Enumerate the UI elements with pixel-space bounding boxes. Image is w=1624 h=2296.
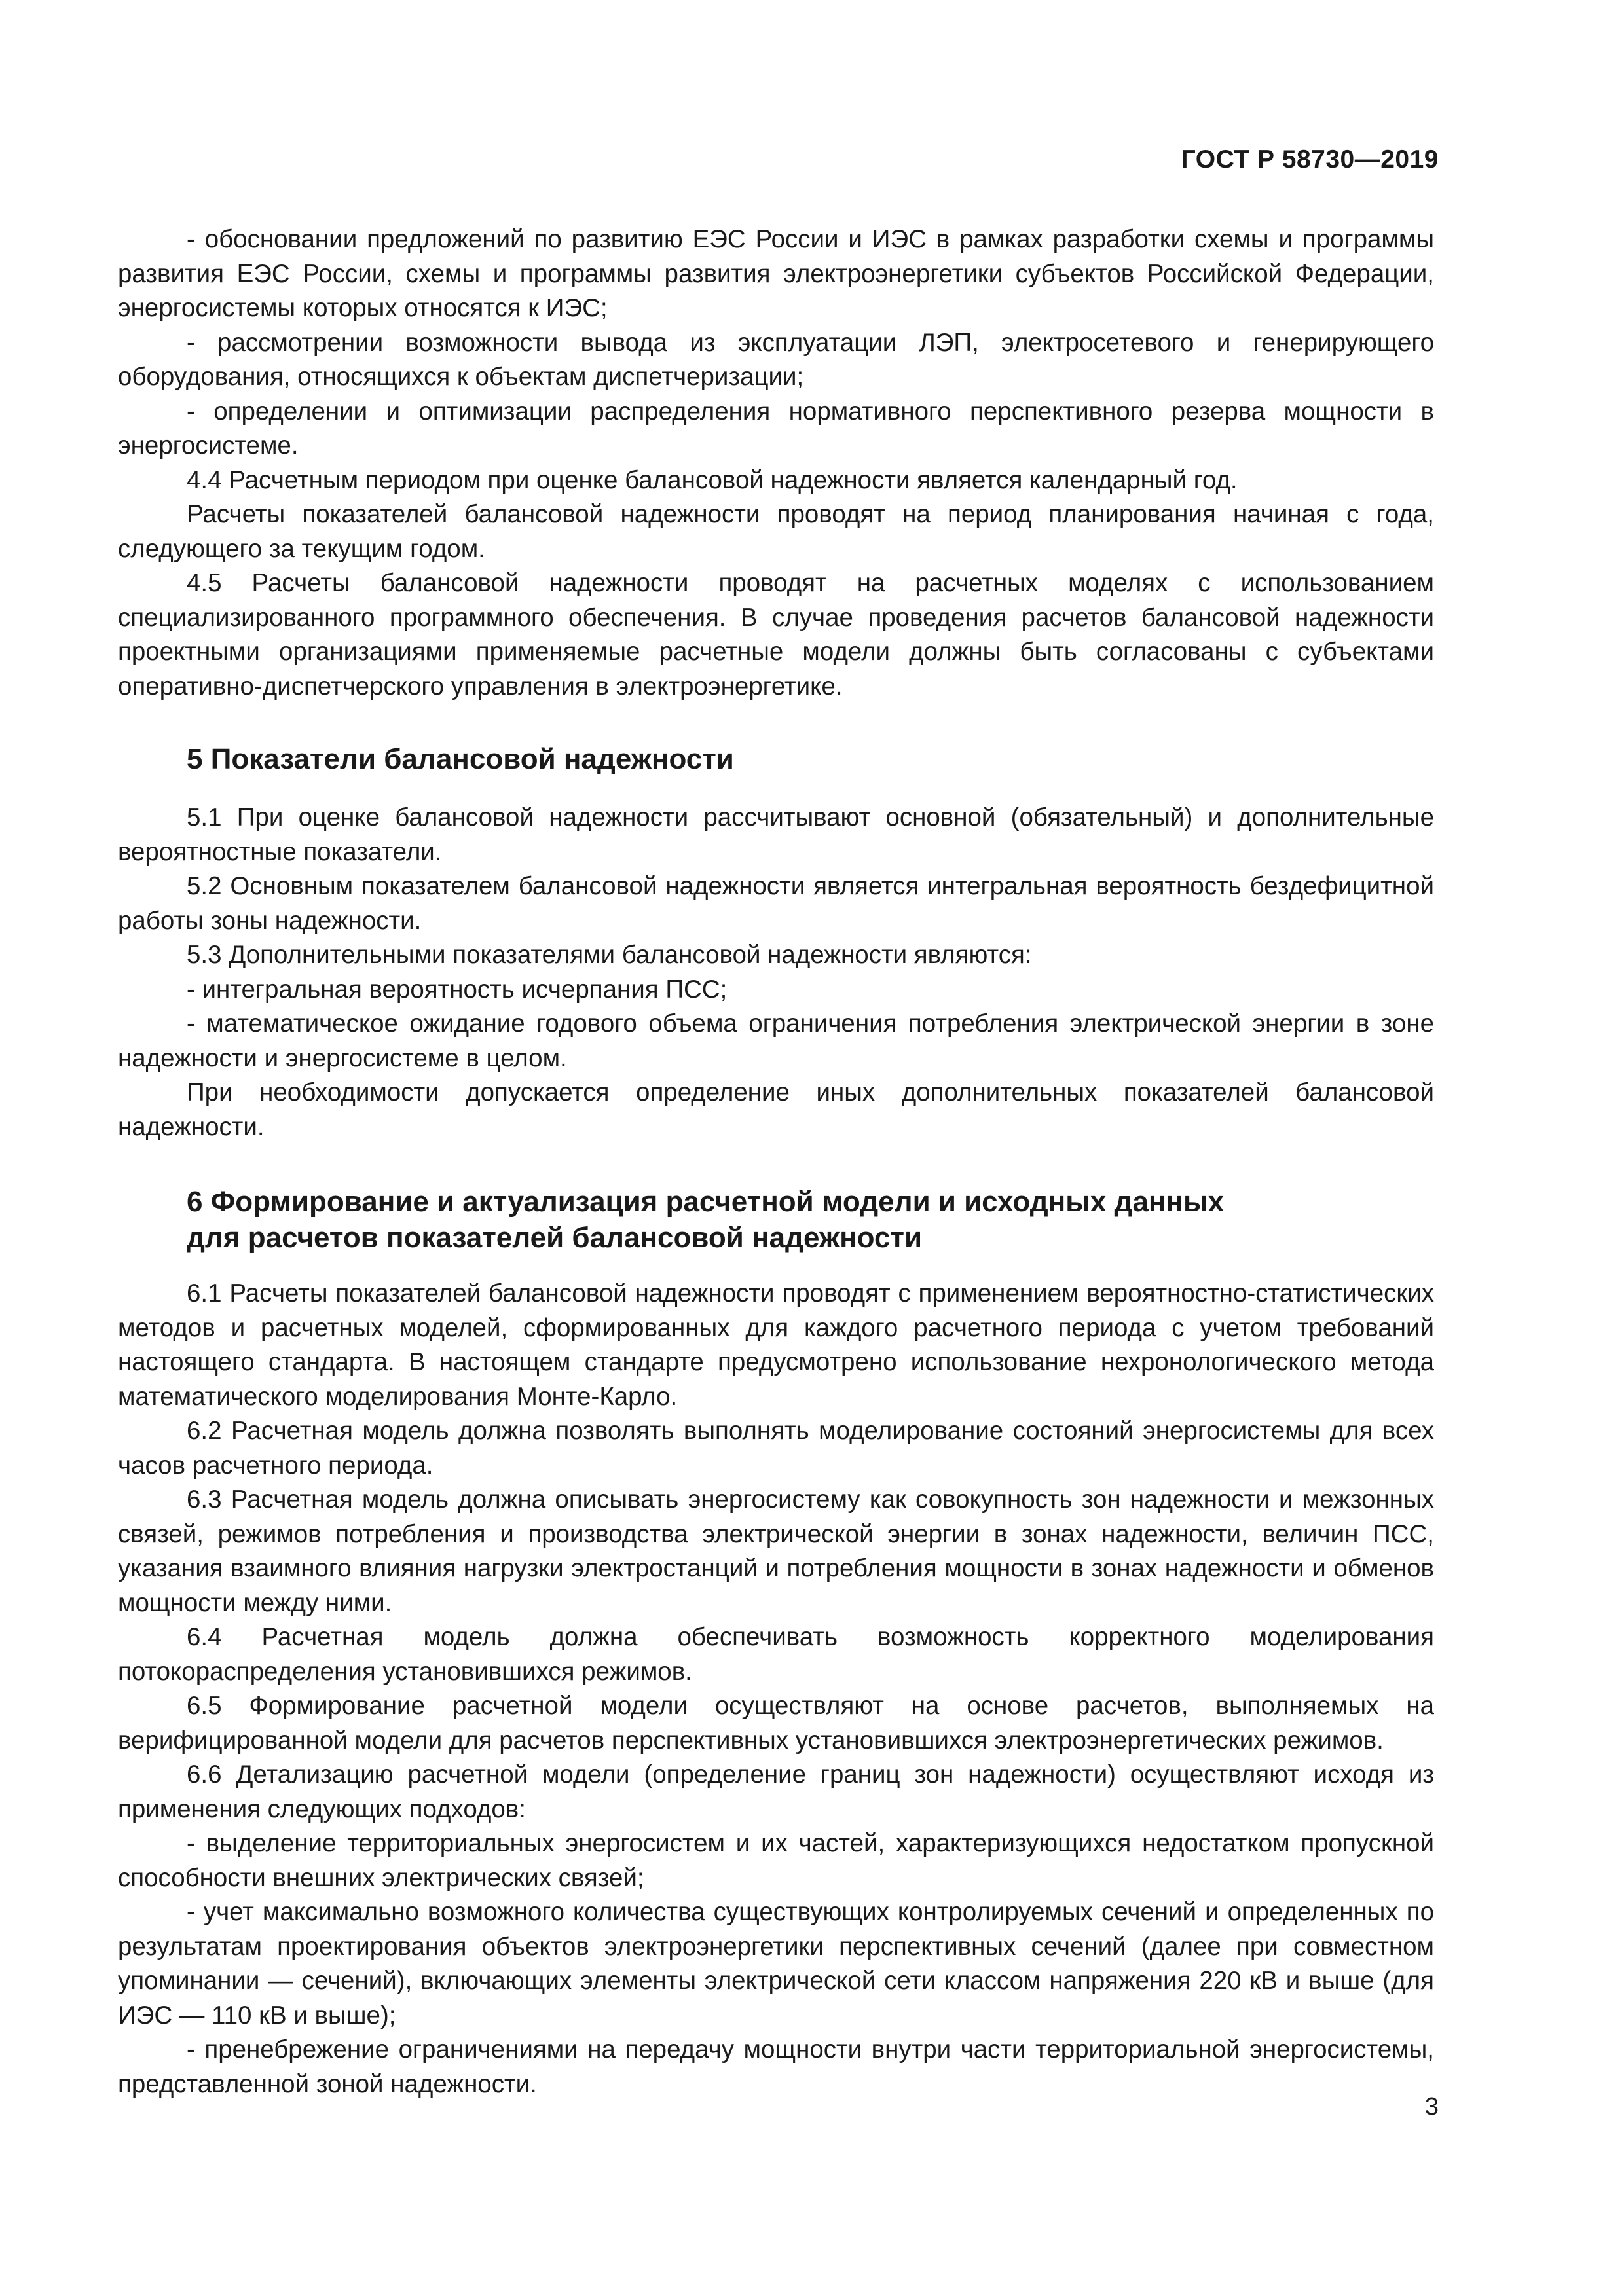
paragraph: - выделение территориальных энергосистем и их частей, характеризующихся недостатком пропускной способности внешних электрических связей; [118,1829,1434,1892]
paragraph: 6.4 Расчетная модель должна обеспечивать возможность корректного моделирования потокораспределения установившихся режимов. [118,1623,1434,1686]
paragraph: - пренебрежение ограничениями на передачу мощности внутри части территориальной энергосистемы, представленной зоной надежности. [118,2035,1434,2098]
paragraph: 6.2 Расчетная модель должна позволять выполнять моделирование состояний энергосистемы для всех часов расчетного периода. [118,1417,1434,1480]
page-number: 3 [1424,2093,1439,2121]
paragraph: - интегральная вероятность исчерпания ПСС; [187,975,728,1004]
paragraph: 4.4 Расчетным периодом при оценке балансовой надежности является календарный год. [187,465,1238,494]
document-header-code: ГОСТ Р 58730—2019 [1181,145,1439,173]
paragraph: Расчеты показателей балансовой надежности проводят на период планирования начиная с года, следующего за текущим годом. [118,500,1434,563]
section-5-heading: 5 Показатели балансовой надежности [187,743,734,775]
paragraph: 5.2 Основным показателем балансовой надежности является интегральная вероятность бездефицитной работы зоны надежности. [118,872,1434,935]
paragraph: 5.1 При оценке балансовой надежности рассчитывают основной (обязательный) и дополнительные вероятностные показатели. [118,803,1434,866]
section-6-heading [118,1184,1434,1256]
paragraph: - определении и оптимизации распределения нормативного перспективного резерва мощности в энергосистеме. [118,397,1434,460]
paragraph: 5.3 Дополнительными показателями балансовой надежности являются: [187,941,1032,969]
section-6-heading-line-1: 6 Формирование и актуализация расчетной модели и исходных данных [187,1186,1225,1218]
paragraph: 6.1 Расчеты показателей балансовой надежности проводят с применением вероятностно-статистических методов и расчетных моделей, сформированных для каждого расчетного периода с учетом требований настоящего стандарта. В настоящем стандарте предусмотрено использование нехронологического метода математического моделирования Монте-Карло. [118,1279,1434,1411]
document-body [118,223,1434,2102]
paragraph: - рассмотрении возможности вывода из эксплуатации ЛЭП, электросетевого и генерирующего оборудования, относящихся к объектам диспетчеризации; [118,328,1434,391]
paragraph: - математическое ожидание годового объема ограничения потребления электрической энергии в зоне надежности и энергосистеме в целом. [118,1010,1434,1072]
section-6-heading-line-2: для расчетов показателей балансовой надежности [187,1222,923,1254]
paragraph: - обосновании предложений по развитию ЕЭС России и ИЭС в рамках разработки схемы и программы развития ЕЭС России, схемы и программы развития электроэнергетики субъектов Российской Федерации, энергосистемы которых относятся к ИЭС; [118,225,1434,322]
paragraph: 4.5 Расчеты балансовой надежности проводят на расчетных моделях с использованием специализированного программного обеспечения. В случае проведения расчетов балансовой надежности проектными организациями применяемые расчетные модели должны быть согласованы с субъектами оперативно-диспетчерского управления в электроэнергетике. [118,569,1434,701]
paragraph: При необходимости допускается определение иных дополнительных показателей балансовой надежности. [118,1078,1434,1141]
paragraph: - учет максимально возможного количества существующих контролируемых сечений и определенных по результатам проектирования объектов электроэнергетики перспективных сечений (далее при совместном упоминании — сечений), включающих элементы электрической сети классом напряжения 220 кВ и выше (для ИЭС — 110 кВ и выше); [118,1898,1434,2030]
paragraph: 6.3 Расчетная модель должна описывать энергосистему как совокупность зон надежности и межзонных связей, режимов потребления и производства электрической энергии в зонах надежности, величин ПСС, указания взаимного влияния нагрузки электростанций и потребления мощности в зонах надежности и обменов мощности между ними. [118,1485,1434,1617]
paragraph: 6.5 Формирование расчетной модели осуществляют на основе расчетов, выполняемых на верифицированной модели для расчетов перспективных установившихся электроэнергетических режимов. [118,1692,1434,1755]
paragraph: 6.6 Детализацию расчетной модели (определение границ зон надежности) осуществляют исходя из применения следующих подходов: [118,1760,1434,1823]
